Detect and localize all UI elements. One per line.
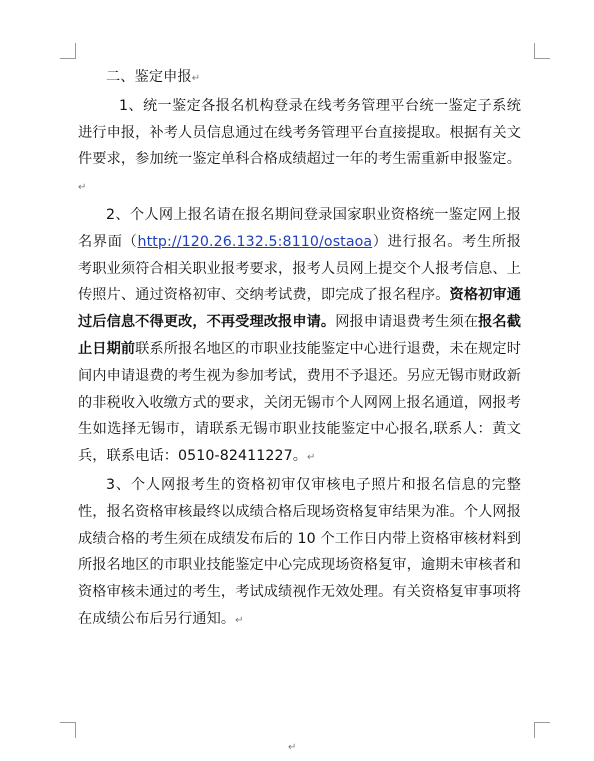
paragraph-mark: ↵ <box>78 182 87 194</box>
registration-link[interactable]: http://120.26.132.5:8110/ostaoa <box>137 233 373 250</box>
paragraph-2-text-d: 联系所报名地区的市职业技能鉴定中心进行退费，未在规定时间内申请退费的考生视为参加考试，费用不予退还。另应无锡市财政新的非税收入收缴方式的要求，关闭无锡市个人网网上报名通道，网报考生如选择无锡市，请联系无锡市职业技能鉴定中心报名,联系人：黄文兵，联系电话：0510-82411227。 <box>78 340 522 465</box>
paragraph-mark: ↵ <box>307 452 316 464</box>
section-heading <box>78 64 521 93</box>
paragraph-2-text-a: 2、个人网上报名请在报名期间登录国家职业资格统一鉴定网上报名界面（ <box>78 206 521 250</box>
footer-paragraph-mark: ↵ <box>288 742 297 753</box>
paragraph-mark: ↵ <box>235 614 244 626</box>
crop-mark-bottom-right <box>534 722 550 738</box>
paragraph-2-text-b: ）进行报名。考生所报考职业须符合相关职业报考要求，报考人员网上提交个人报考信息、上传照片、通过资格初审、交纳考试费，即完成了报名程序。 <box>78 233 521 304</box>
paragraph-1-text: 1、统一鉴定各报名机构登录在线考务管理平台统一鉴定子系统进行申报，补考人员信息通过在线考务管理平台直接提取。根据有关文件要求，参加统一鉴定单科合格成绩超过一年的考生需重新申报鉴定。 <box>78 97 521 168</box>
crop-mark-top-right <box>534 43 550 59</box>
paragraph-mark: ↵ <box>191 73 201 84</box>
paragraph-3-text: 3、个人网报考生的资格初审仅审核电子照片和报名信息的完整性，报名资格审核最终以成绩合格后现场资格复审结果为准。个人网报成绩合格的考生须在成绩发布后的 10 个工作日内带上资格审核材料到所报名地区的市职业技能鉴定中心完成现场资格复审，逾期未审核者和资格审核未通过的考生，考试成绩视作无效处理。有关资格复审事项将在成绩公布后另行通知。 <box>78 476 521 627</box>
paragraph-2-bold-notice: 资格初审通过后信息不得更改，不再受理改报申请。 <box>78 287 521 331</box>
paragraph-1 <box>78 93 521 202</box>
crop-mark-bottom-left <box>60 722 76 738</box>
document-body[interactable] <box>78 64 521 635</box>
paragraph-2-bold-deadline: 报名截止日期前 <box>78 314 521 357</box>
paragraph-2 <box>78 202 521 472</box>
paragraph-2-text-c: 网报申请退费考生须在 <box>335 314 479 331</box>
section-title-text: 二、鉴定申报 <box>106 69 192 85</box>
crop-mark-top-left <box>60 43 76 59</box>
paragraph-3 <box>78 472 521 635</box>
